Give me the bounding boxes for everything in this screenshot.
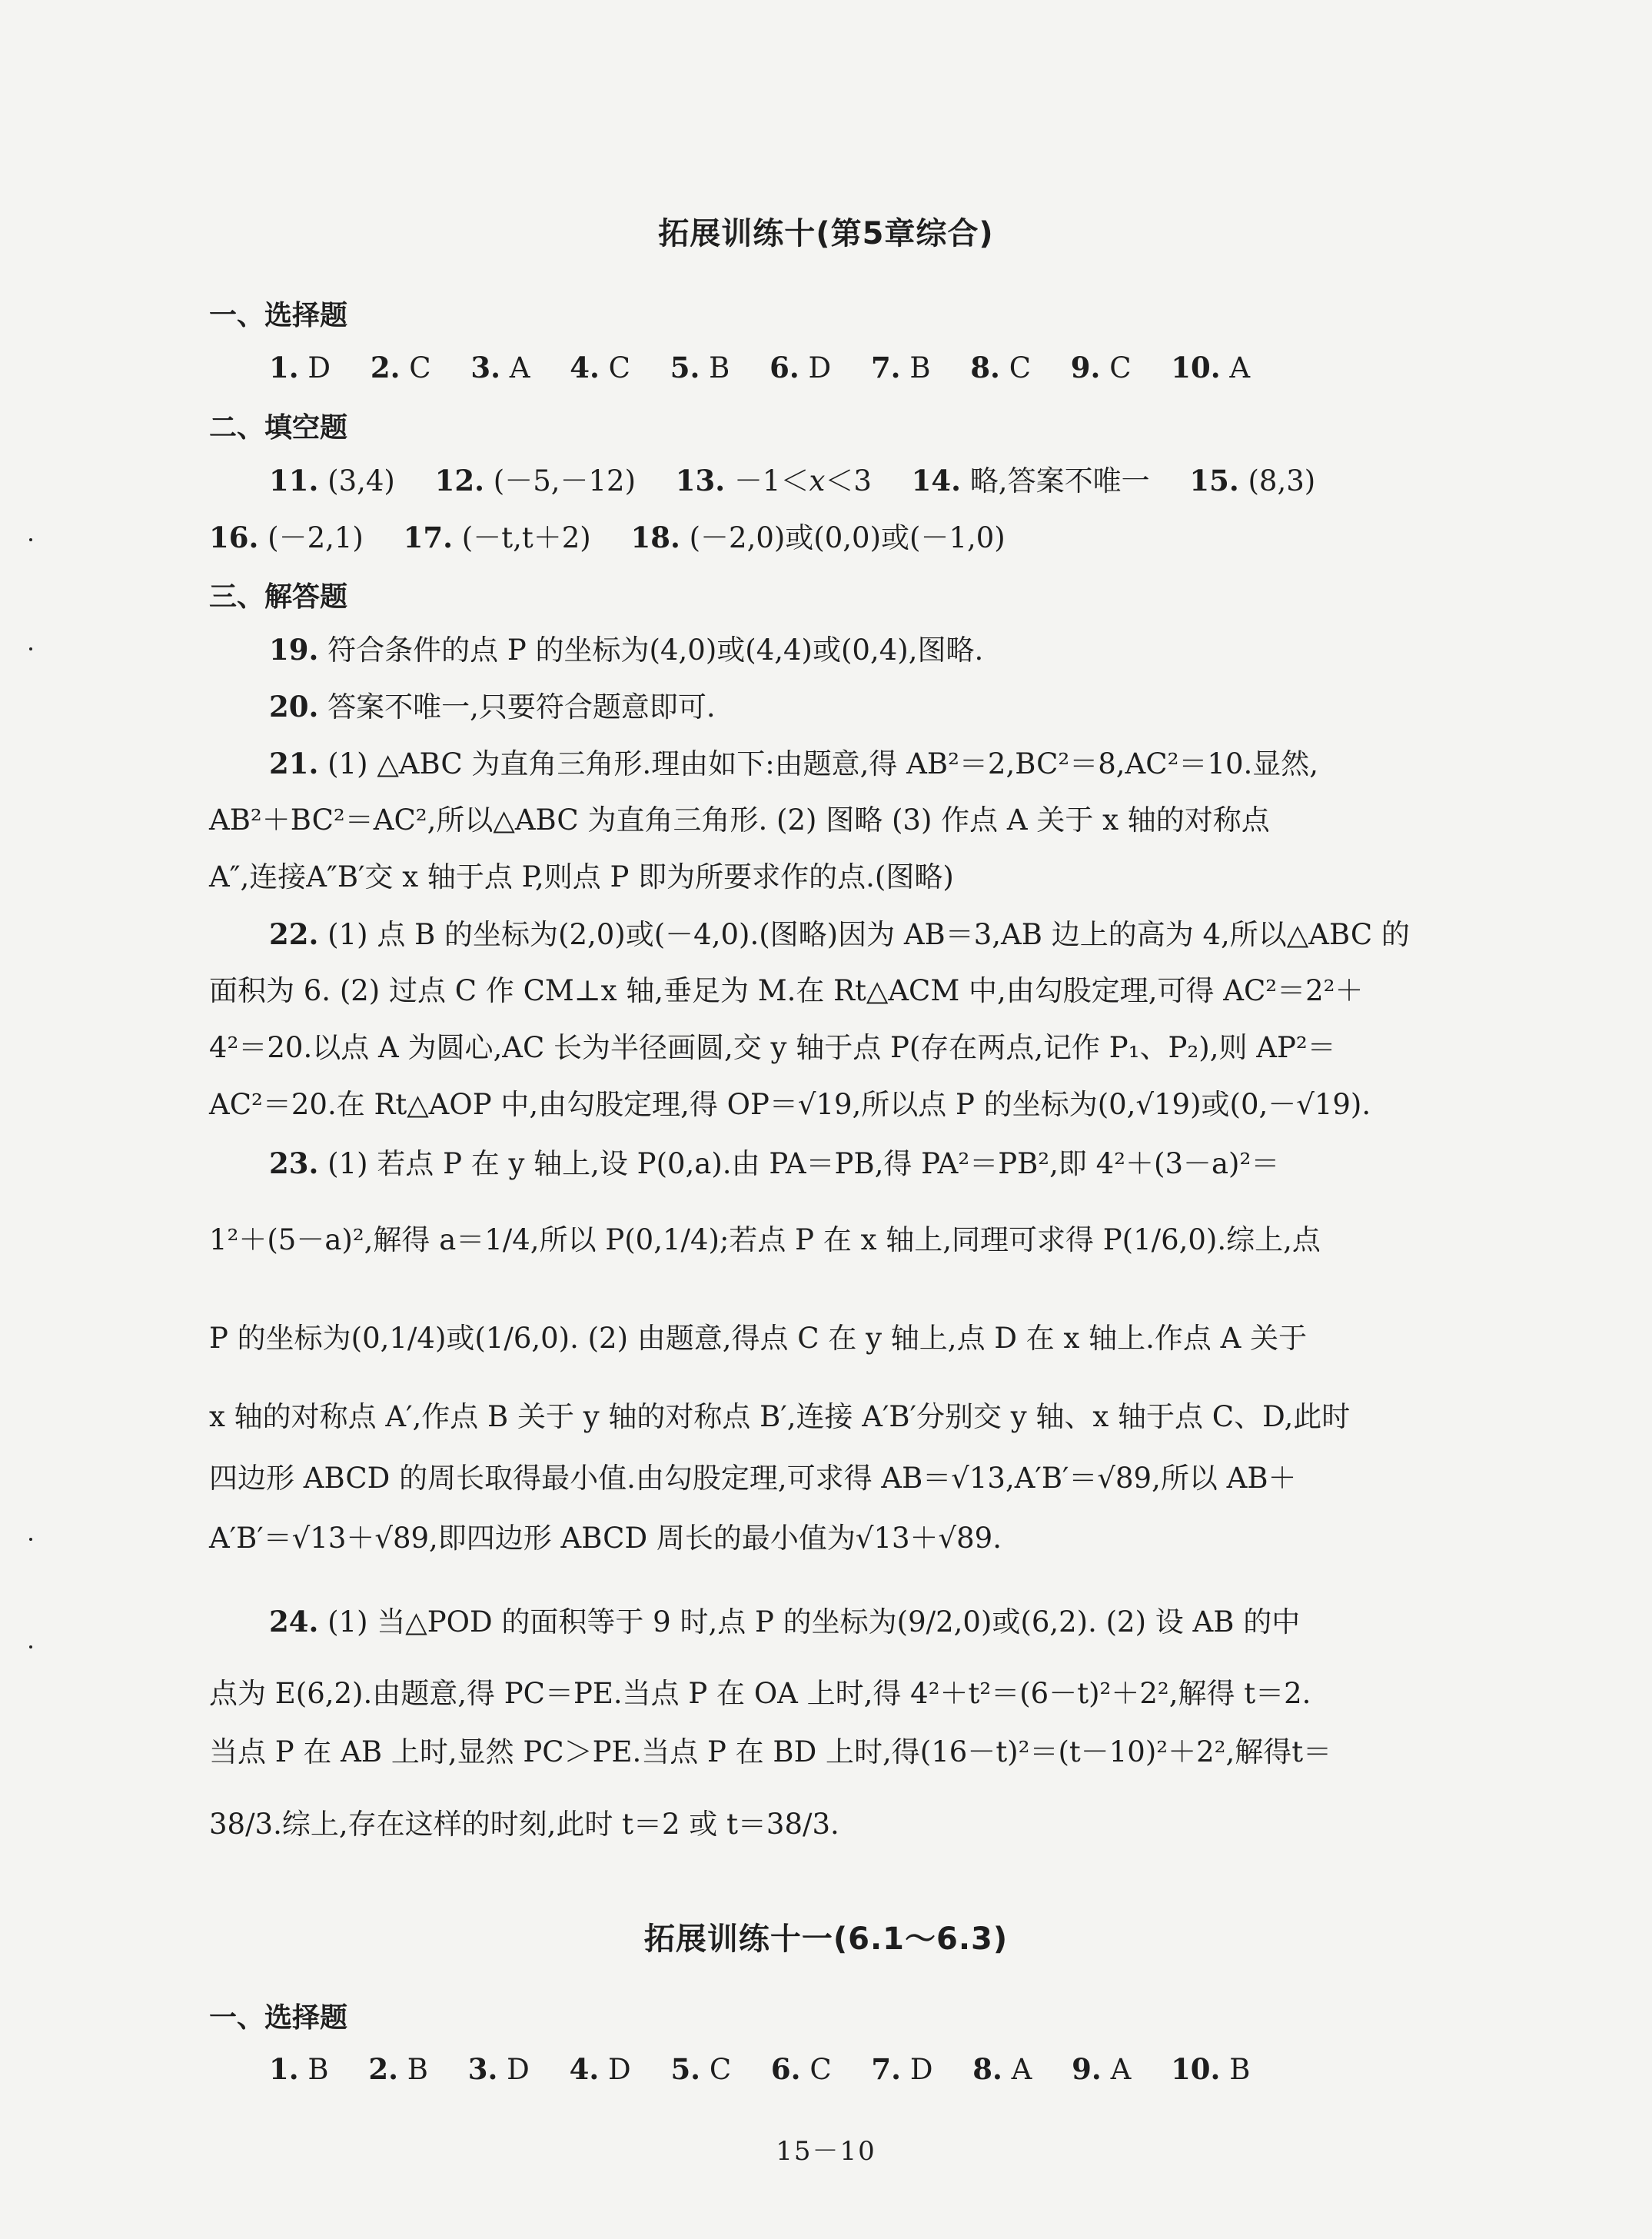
mc-item: 6. D — [769, 351, 832, 384]
answer-22-line3: 4²＝20.以点 A 为圆心,AC 长为半径画圆,交 y 轴于点 P(存在两点,记作 P₁、P₂),则 AP²＝ — [209, 1031, 1336, 1064]
mc-item: 4. C — [570, 351, 630, 384]
answer-23-line5: 四边形 ABCD 的周长取得最小值.由勾股定理,可求得 AB＝√13,A′B′＝√89,所以 AB＋ — [209, 1462, 1297, 1495]
mc-answers-11 — [269, 2051, 1530, 2088]
answer-23-line4: x 轴的对称点 A′,作点 B 关于 y 轴的对称点 B′,连接 A′B′分别交 y 轴、x 轴于点 C、D,此时 — [209, 1400, 1351, 1433]
mc-item: 5. B — [670, 351, 730, 384]
answer-20: 20. 答案不唯一,只要符合题意即可. — [269, 690, 716, 724]
mc-item: 3. A — [470, 351, 530, 384]
mc-item: 1. D — [269, 351, 331, 384]
answer-21-line2: AB²＋BC²＝AC²,所以△ABC 为直角三角形. (2) 图略 (3) 作点 A 关于 x 轴的对称点 — [209, 803, 1270, 837]
mc-item: 10. B — [1171, 2052, 1251, 2086]
heading-multiple-choice-11: 一、选择题 — [209, 2002, 348, 2034]
mc-item: 8. A — [972, 2052, 1032, 2086]
fill-answers-line2: 16. (－2,1) 17. (－t,t＋2) 18. (－2,0)或(0,0)或(－1,0) — [209, 521, 1005, 554]
binding-mark — [29, 647, 32, 650]
answer-21-line3: A″,连接A″B′交 x 轴于点 P,则点 P 即为所要求作的点.(图略) — [209, 860, 954, 893]
mc-item: 1. B — [269, 2052, 329, 2086]
answer-19: 19. 符合条件的点 P 的坐标为(4,0)或(4,4)或(0,4),图略. — [269, 633, 984, 667]
answer-23-line2: 1²＋(5－a)²,解得 a＝1/4,所以 P(0,1/4);若点 P 在 x 轴上,同理可求得 P(1/6,0).综上,点 — [209, 1223, 1321, 1256]
answer-24-line1: 24. (1) 当△POD 的面积等于 9 时,点 P 的坐标为(9/2,0)或(6,2). (2) 设 AB 的中 — [269, 1605, 1301, 1638]
mc-item: 2. B — [368, 2052, 428, 2086]
binding-mark — [29, 538, 32, 541]
mc-item: 6. C — [770, 2052, 832, 2086]
answer-21-line1: 21. (1) △ABC 为直角三角形.理由如下:由题意,得 AB²＝2,BC²＝8,AC²＝10.显然, — [269, 747, 1319, 780]
section-title-11: 拓展训练十一(6.1～6.3) — [643, 1921, 1009, 1957]
mc-item: 10. A — [1171, 351, 1251, 384]
binding-mark — [29, 1538, 32, 1541]
answer-23-line3: P 的坐标为(0,1/4)或(1/6,0). (2) 由题意,得点 C 在 y 轴上,点 D 在 x 轴上.作点 A 关于 — [209, 1322, 1308, 1355]
answer-24-line4: 38/3.综上,存在这样的时刻,此时 t＝2 或 t＝38/3. — [209, 1808, 839, 1841]
mc-item: 3. D — [467, 2052, 530, 2086]
mc-item: 7. B — [870, 351, 931, 384]
answer-24-line2: 点为 E(6,2).由题意,得 PC＝PE.当点 P 在 OA 上时,得 4²＋t²＝(6－t)²＋2²,解得 t＝2. — [209, 1677, 1311, 1710]
mc-item: 8. C — [970, 351, 1032, 384]
answer-23-line1: 23. (1) 若点 P 在 y 轴上,设 P(0,a).由 PA＝PB,得 PA²＝PB²,即 4²＋(3－a)²＝ — [269, 1146, 1280, 1180]
mc-item: 7. D — [871, 2052, 933, 2086]
answer-22-line4: AC²＝20.在 Rt△AOP 中,由勾股定理,得 OP＝√19,所以点 P 的坐标为(0,√19)或(0,－√19). — [209, 1088, 1371, 1121]
mc-answers-10 — [269, 350, 1530, 386]
answer-23-line6: A′B′＝√13＋√89,即四边形 ABCD 周长的最小值为√13＋√89. — [209, 1522, 1002, 1555]
mc-item: 2. C — [370, 351, 431, 384]
heading-fill-in: 二、填空题 — [209, 412, 348, 444]
heading-solutions: 三、解答题 — [209, 581, 348, 613]
heading-multiple-choice: 一、选择题 — [209, 300, 348, 331]
binding-mark — [29, 1645, 32, 1648]
answer-22-line2: 面积为 6. (2) 过点 C 作 CM⊥x 轴,垂足为 M.在 Rt△ACM 中,由勾股定理,可得 AC²＝2²＋ — [209, 974, 1364, 1007]
mc-item: 4. D — [569, 2052, 631, 2086]
mc-item: 9. C — [1070, 351, 1132, 384]
answer-24-line3: 当点 P 在 AB 上时,显然 PC＞PE.当点 P 在 BD 上时,得(16－t)²＝(t－10)²＋2²,解得t＝ — [209, 1735, 1332, 1768]
fill-answers-line1: 11. (3,4) 12. (－5,－12) 13. －1＜x＜3 14. 略,答案不唯一 15. (8,3) — [269, 464, 1316, 497]
mc-item: 9. A — [1072, 2052, 1132, 2086]
mc-item: 5. C — [670, 2052, 732, 2086]
section-title-10: 拓展训练十(第5章综合) — [658, 216, 994, 251]
answer-22-line1: 22. (1) 点 B 的坐标为(2,0)或(－4,0).(图略)因为 AB＝3,AB 边上的高为 4,所以△ABC 的 — [269, 917, 1410, 951]
page-number: 15－10 — [776, 2136, 876, 2167]
